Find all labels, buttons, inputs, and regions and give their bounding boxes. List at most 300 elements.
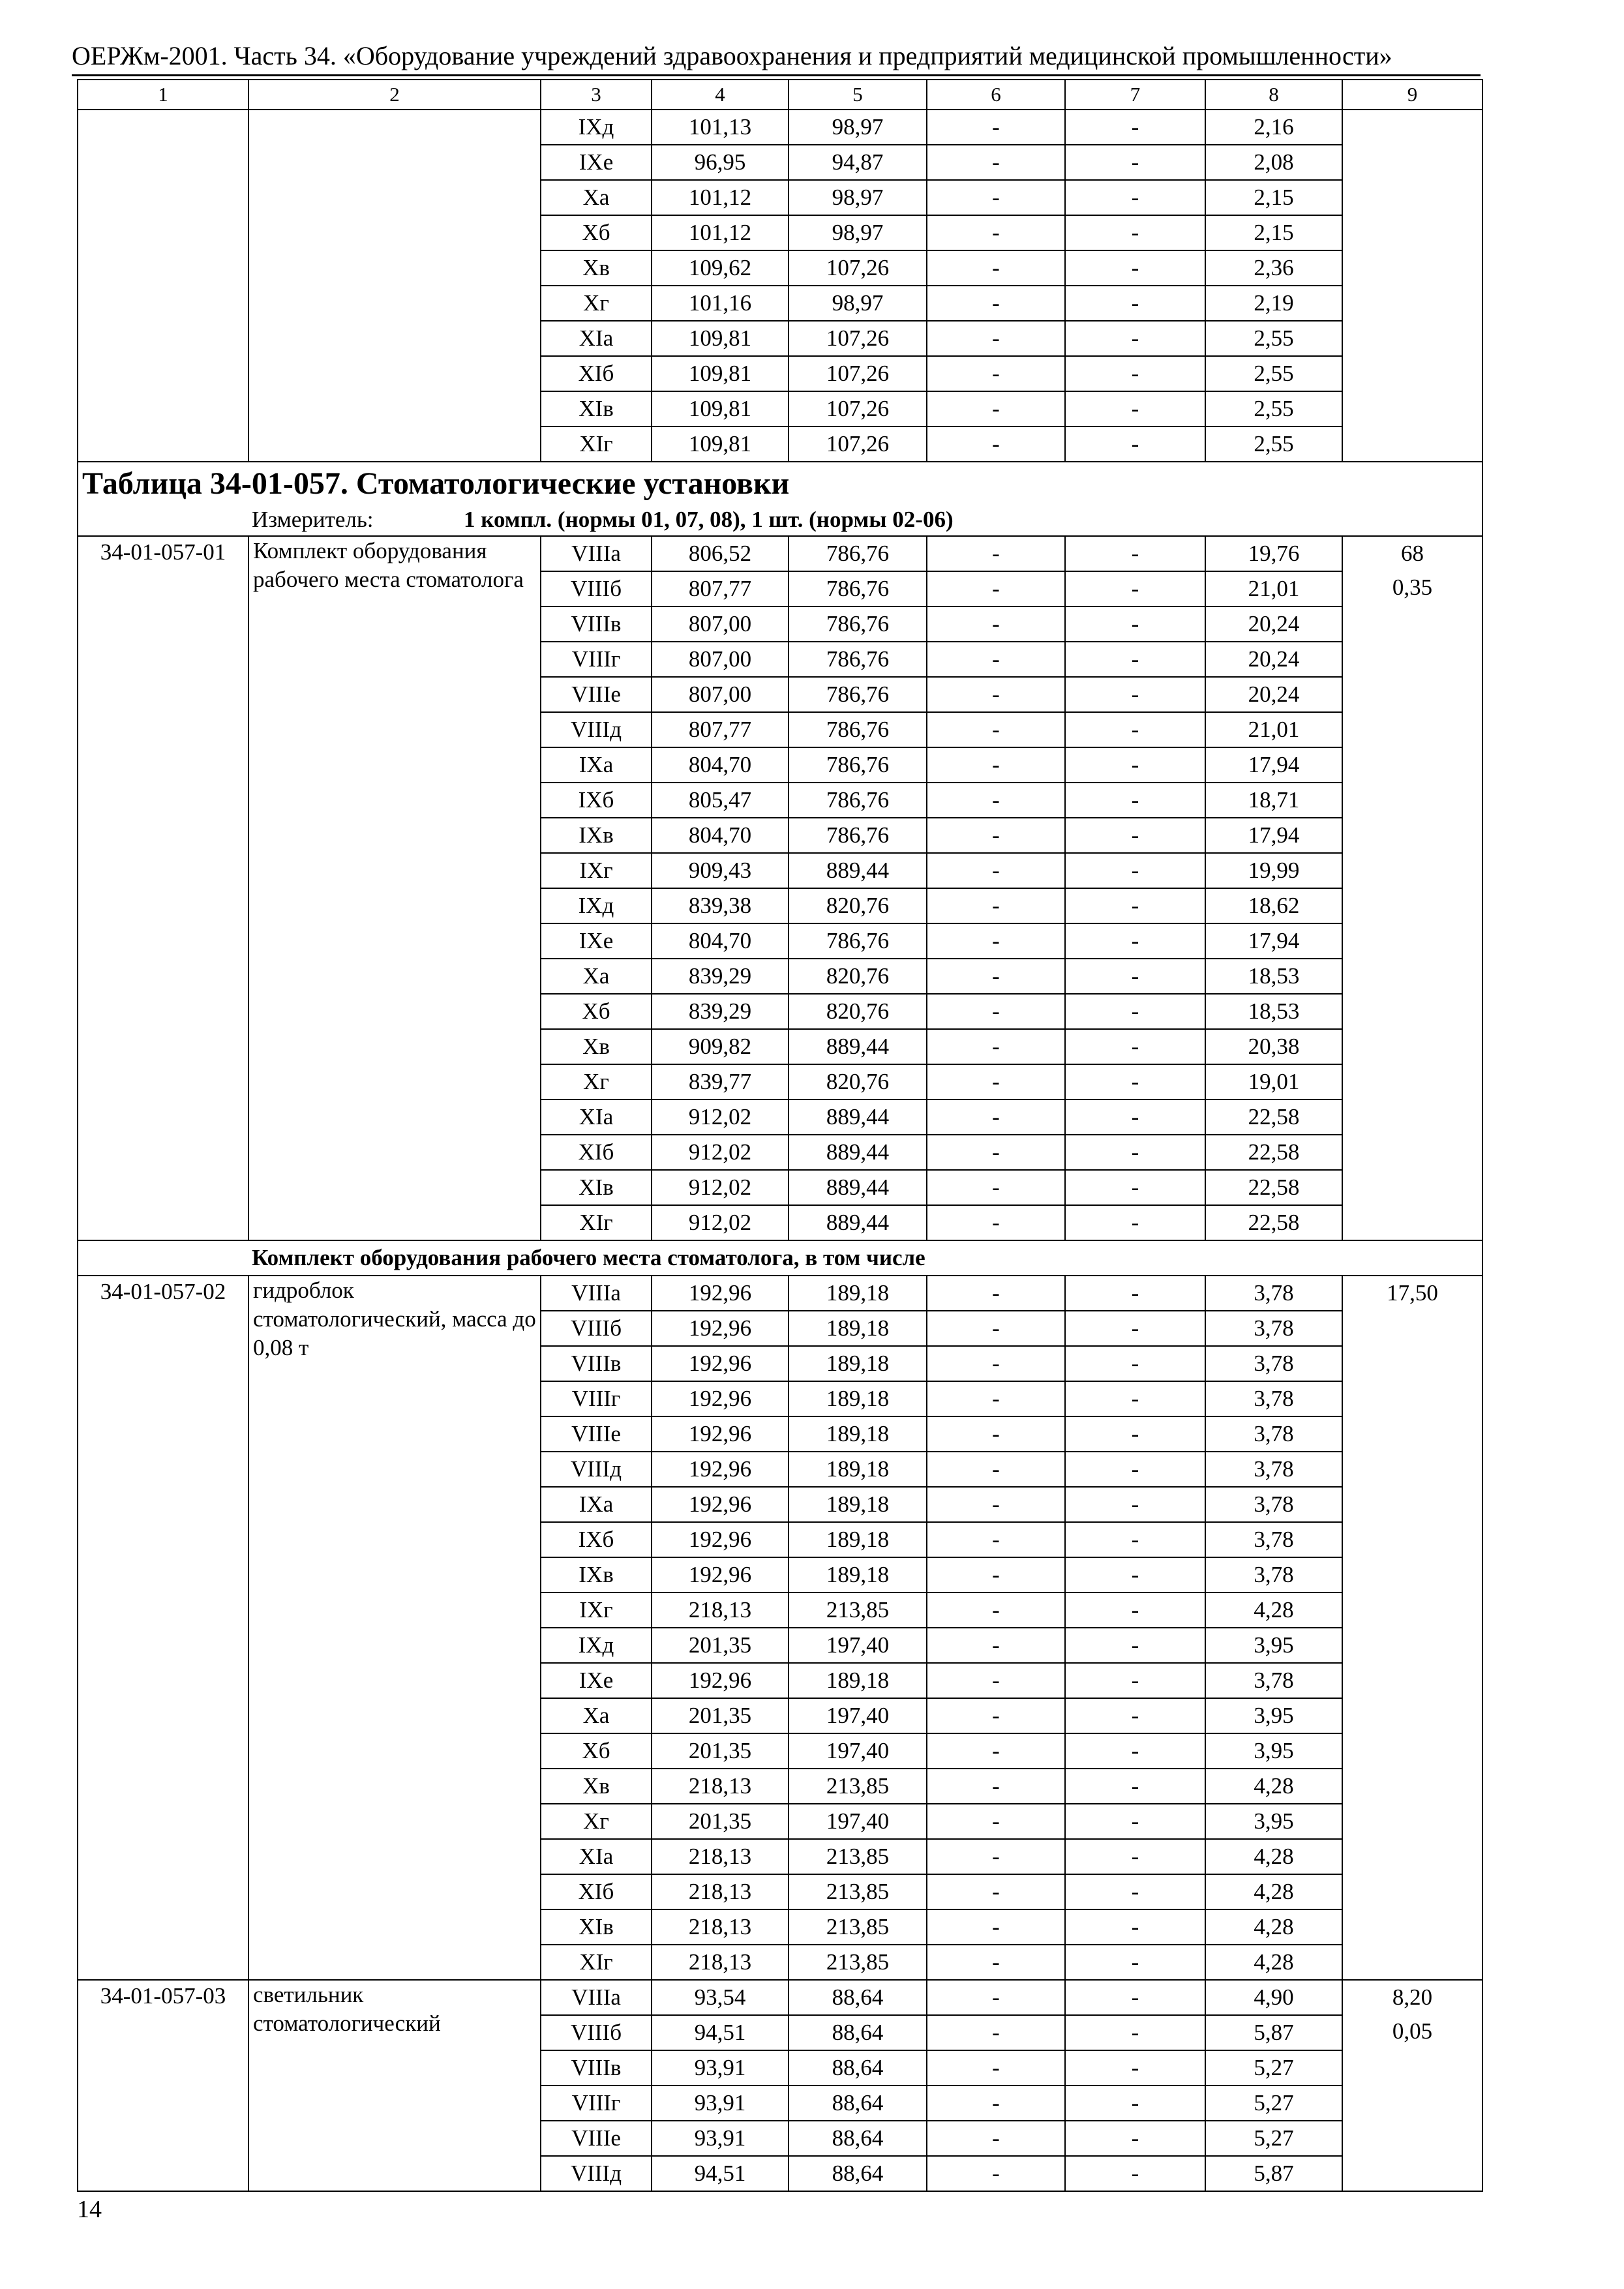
labor-cost-cell: 3,95 [1205,1628,1342,1663]
col6-cell: - [927,1628,1065,1663]
name-cell [248,110,541,462]
total-cost-cell: 192,96 [652,1381,789,1416]
col7-cell: - [1065,1909,1205,1945]
region-cell: IXа [541,747,652,783]
labor-cost-cell: 2,36 [1205,250,1342,286]
name-cell: гидроблок стоматологический, масса до 0,08 т [248,1276,541,1980]
subheading-cell [78,1240,1482,1276]
region-cell: Xг [541,1064,652,1100]
col6-cell: - [927,321,1065,356]
equipment-cost-cell: 213,85 [789,1593,927,1628]
total-cost-cell: 201,35 [652,1628,789,1663]
region-cell: IXа [541,1487,652,1522]
measure-line [82,505,1482,535]
running-header: ОЕРЖм-2001. Часть 34. «Оборудование учреждений здравоохранения и предприятий медицинской промышленности» [72,41,1392,70]
col7-cell: - [1065,1452,1205,1487]
col7-cell: - [1065,2121,1205,2156]
equipment-cost-cell: 197,40 [789,1628,927,1663]
col7-cell: - [1065,286,1205,321]
column-number-row [78,80,1482,110]
total-cost-cell: 93,91 [652,2050,789,2086]
region-cell: IXв [541,818,652,853]
labor-cost-cell: 2,55 [1205,391,1342,426]
labor-cost-cell: 20,38 [1205,1029,1342,1064]
total-cost-cell: 192,96 [652,1487,789,1522]
col7-cell: - [1065,1874,1205,1909]
labor-cost-cell: 19,01 [1205,1064,1342,1100]
col9-cell [1342,1276,1482,1980]
labor-cost-cell: 22,58 [1205,1170,1342,1205]
equipment-cost-cell: 786,76 [789,712,927,747]
col7-cell: - [1065,1733,1205,1769]
subheading: Комплект оборудования рабочего места стоматолога, в том числе [252,1245,925,1270]
col7-cell: - [1065,747,1205,783]
equipment-cost-cell: 189,18 [789,1311,927,1346]
equipment-cost-cell: 889,44 [789,1170,927,1205]
equipment-cost-cell: 889,44 [789,853,927,888]
header-rule [72,74,1481,76]
labor-cost-cell: 2,15 [1205,180,1342,215]
equipment-cost-cell: 786,76 [789,923,927,959]
code-cell: 34-01-057-01 [78,536,248,1240]
total-cost-cell: 912,02 [652,1170,789,1205]
region-cell: Xв [541,1769,652,1804]
labor-cost-cell: 4,28 [1205,1945,1342,1980]
labor-cost-cell: 2,55 [1205,426,1342,462]
col6-cell: - [927,1839,1065,1874]
col6-cell: - [927,1945,1065,1980]
col7-cell: - [1065,853,1205,888]
col7-cell: - [1065,1557,1205,1593]
equipment-cost-cell: 213,85 [789,1769,927,1804]
col7-cell: - [1065,2086,1205,2121]
region-cell: VIIIд [541,1452,652,1487]
col7-cell: - [1065,923,1205,959]
equipment-cost-cell: 88,64 [789,1980,927,2015]
region-cell: XIг [541,1945,652,1980]
region-cell: IXд [541,1628,652,1663]
total-cost-cell: 93,54 [652,1980,789,2015]
labor-cost-cell: 3,95 [1205,1733,1342,1769]
labor-cost-cell: 2,15 [1205,215,1342,250]
total-cost-cell: 218,13 [652,1909,789,1945]
equipment-cost-cell: 98,97 [789,286,927,321]
labor-cost-cell: 17,94 [1205,747,1342,783]
region-cell: VIIIа [541,1276,652,1311]
total-cost-cell: 807,00 [652,606,789,642]
col7-cell: - [1065,1346,1205,1381]
equipment-cost-cell: 189,18 [789,1522,927,1557]
region-cell: IXб [541,1522,652,1557]
total-cost-cell: 192,96 [652,1557,789,1593]
col7-cell: - [1065,677,1205,712]
col6-cell: - [927,1909,1065,1945]
col7-cell: - [1065,1029,1205,1064]
equipment-cost-cell: 786,76 [789,606,927,642]
region-cell: XIб [541,1135,652,1170]
labor-cost-cell: 2,16 [1205,110,1342,145]
col7-cell: - [1065,1804,1205,1839]
labor-cost-cell: 3,78 [1205,1487,1342,1522]
col6-cell: - [927,1135,1065,1170]
labor-cost-cell: 5,87 [1205,2015,1342,2050]
region-cell: VIIIа [541,536,652,571]
table-title-cell [78,462,1482,536]
col7-cell: - [1065,2015,1205,2050]
labor-cost-cell: 4,28 [1205,1769,1342,1804]
labor-cost-cell: 20,24 [1205,677,1342,712]
equipment-cost-cell: 786,76 [789,571,927,606]
col7-cell: - [1065,1100,1205,1135]
col7-cell: - [1065,959,1205,994]
equipment-cost-cell: 786,76 [789,747,927,783]
col7-cell: - [1065,888,1205,923]
total-cost-cell: 806,52 [652,536,789,571]
col6-cell: - [927,250,1065,286]
equipment-cost-cell: 189,18 [789,1276,927,1311]
total-cost-cell: 94,51 [652,2015,789,2050]
col6-cell: - [927,923,1065,959]
col9-value: 17,50 [1387,1280,1438,1306]
code-cell: 34-01-057-03 [78,1980,248,2191]
total-cost-cell: 804,70 [652,818,789,853]
col6-cell: - [927,571,1065,606]
equipment-cost-cell: 189,18 [789,1452,927,1487]
col7-cell: - [1065,1205,1205,1240]
col6-cell: - [927,180,1065,215]
col9-value: 0,35 [1392,575,1433,600]
equipment-cost-cell: 197,40 [789,1804,927,1839]
total-cost-cell: 805,47 [652,783,789,818]
equipment-cost-cell: 213,85 [789,1909,927,1945]
equipment-cost-cell: 107,26 [789,321,927,356]
col7-cell: - [1065,783,1205,818]
region-cell: IXе [541,145,652,180]
equipment-cost-cell: 786,76 [789,818,927,853]
equipment-cost-cell: 213,85 [789,1839,927,1874]
labor-cost-cell: 20,24 [1205,606,1342,642]
total-cost-cell: 218,13 [652,1593,789,1628]
labor-cost-cell: 22,58 [1205,1100,1342,1135]
labor-cost-cell: 22,58 [1205,1135,1342,1170]
region-cell: VIIIе [541,677,652,712]
labor-cost-cell: 21,01 [1205,571,1342,606]
col9-cell [1342,110,1482,462]
total-cost-cell: 807,77 [652,712,789,747]
col6-cell: - [927,853,1065,888]
equipment-cost-cell: 88,64 [789,2086,927,2121]
total-cost-cell: 101,16 [652,286,789,321]
measure-label: Измеритель: [252,507,374,532]
region-cell: IXе [541,923,652,959]
labor-cost-cell: 18,53 [1205,959,1342,994]
region-cell: VIIIв [541,1346,652,1381]
region-cell: Xб [541,1733,652,1769]
region-cell: IXд [541,110,652,145]
region-cell: Xа [541,180,652,215]
col6-cell: - [927,1663,1065,1698]
total-cost-cell: 807,00 [652,642,789,677]
col6-cell: - [927,1593,1065,1628]
equipment-cost-cell: 189,18 [789,1557,927,1593]
equipment-cost-cell: 88,64 [789,2156,927,2191]
total-cost-cell: 101,13 [652,110,789,145]
region-cell: IXб [541,783,652,818]
region-cell: XIа [541,321,652,356]
region-cell: XIб [541,356,652,391]
labor-cost-cell: 5,27 [1205,2121,1342,2156]
equipment-cost-cell: 107,26 [789,250,927,286]
total-cost-cell: 96,95 [652,145,789,180]
labor-cost-cell: 3,78 [1205,1522,1342,1557]
column-number: 4 [652,80,789,110]
total-cost-cell: 839,29 [652,959,789,994]
labor-cost-cell: 18,62 [1205,888,1342,923]
region-cell: XIг [541,1205,652,1240]
col7-cell: - [1065,250,1205,286]
equipment-cost-cell: 213,85 [789,1945,927,1980]
col6-cell: - [927,1769,1065,1804]
col6-cell: - [927,1733,1065,1769]
equipment-cost-cell: 98,97 [789,180,927,215]
region-cell: IXг [541,1593,652,1628]
col6-cell: - [927,1100,1065,1135]
labor-cost-cell: 18,71 [1205,783,1342,818]
col7-cell: - [1065,1945,1205,1980]
region-cell: XIв [541,1170,652,1205]
equipment-cost-cell: 88,64 [789,2050,927,2086]
region-cell: XIг [541,426,652,462]
equipment-cost-cell: 889,44 [789,1029,927,1064]
table-row [78,1276,1482,1311]
labor-cost-cell: 5,27 [1205,2050,1342,2086]
equipment-cost-cell: 189,18 [789,1381,927,1416]
col6-cell: - [927,1170,1065,1205]
labor-cost-cell: 18,53 [1205,994,1342,1029]
col6-cell: - [927,642,1065,677]
total-cost-cell: 218,13 [652,1769,789,1804]
total-cost-cell: 192,96 [652,1416,789,1452]
col6-cell: - [927,1064,1065,1100]
col7-cell: - [1065,1416,1205,1452]
region-cell: Xг [541,1804,652,1839]
total-cost-cell: 93,91 [652,2086,789,2121]
equipment-cost-cell: 88,64 [789,2015,927,2050]
col7-cell: - [1065,321,1205,356]
col7-cell: - [1065,1839,1205,1874]
col6-cell: - [927,1980,1065,2015]
region-cell: Xа [541,959,652,994]
region-cell: VIIIв [541,2050,652,2086]
labor-cost-cell: 3,78 [1205,1452,1342,1487]
col6-cell: - [927,1522,1065,1557]
col7-cell: - [1065,1769,1205,1804]
region-cell: VIIIб [541,571,652,606]
total-cost-cell: 192,96 [652,1663,789,1698]
total-cost-cell: 109,81 [652,321,789,356]
col7-cell: - [1065,356,1205,391]
total-cost-cell: 93,91 [652,2121,789,2156]
region-cell: VIIIг [541,642,652,677]
column-number: 9 [1342,80,1482,110]
col6-cell: - [927,783,1065,818]
col7-cell: - [1065,215,1205,250]
labor-cost-cell: 17,94 [1205,923,1342,959]
labor-cost-cell: 19,76 [1205,536,1342,571]
equipment-cost-cell: 786,76 [789,642,927,677]
equipment-cost-cell: 213,85 [789,1874,927,1909]
total-cost-cell: 101,12 [652,215,789,250]
col7-cell: - [1065,1628,1205,1663]
equipment-cost-cell: 107,26 [789,356,927,391]
region-cell: IXд [541,888,652,923]
total-cost-cell: 192,96 [652,1276,789,1311]
total-cost-cell: 109,81 [652,391,789,426]
col7-cell: - [1065,1593,1205,1628]
total-cost-cell: 218,13 [652,1874,789,1909]
total-cost-cell: 109,62 [652,250,789,286]
equipment-cost-cell: 88,64 [789,2121,927,2156]
col6-cell: - [927,994,1065,1029]
total-cost-cell: 201,35 [652,1733,789,1769]
col7-cell: - [1065,1170,1205,1205]
col6-cell: - [927,1452,1065,1487]
col6-cell: - [927,536,1065,571]
equipment-cost-cell: 98,97 [789,110,927,145]
total-cost-cell: 109,81 [652,356,789,391]
equipment-cost-cell: 98,97 [789,215,927,250]
col6-cell: - [927,606,1065,642]
equipment-cost-cell: 786,76 [789,677,927,712]
region-cell: IXг [541,853,652,888]
col7-cell: - [1065,426,1205,462]
region-cell: VIIIб [541,2015,652,2050]
col6-cell: - [927,1311,1065,1346]
labor-cost-cell: 3,78 [1205,1381,1342,1416]
total-cost-cell: 804,70 [652,923,789,959]
col6-cell: - [927,2156,1065,2191]
table-row [78,536,1482,571]
labor-cost-cell: 21,01 [1205,712,1342,747]
total-cost-cell: 201,35 [652,1698,789,1733]
labor-cost-cell: 3,78 [1205,1416,1342,1452]
region-cell: VIIIб [541,1311,652,1346]
col7-cell: - [1065,1381,1205,1416]
total-cost-cell: 807,00 [652,677,789,712]
labor-cost-cell: 4,28 [1205,1839,1342,1874]
region-cell: Xб [541,215,652,250]
col7-cell: - [1065,391,1205,426]
col9-value: 68 [1401,541,1424,566]
column-number: 7 [1065,80,1205,110]
col6-cell: - [927,286,1065,321]
equipment-cost-cell: 107,26 [789,426,927,462]
region-cell: VIIIе [541,1416,652,1452]
col7-cell: - [1065,2156,1205,2191]
col6-cell: - [927,2121,1065,2156]
region-cell: XIв [541,1909,652,1945]
col9-value: 0,05 [1392,2018,1433,2044]
labor-cost-cell: 2,19 [1205,286,1342,321]
labor-cost-cell: 4,28 [1205,1874,1342,1909]
code-cell [78,110,248,462]
equipment-cost-cell: 197,40 [789,1733,927,1769]
subheading-row [78,1240,1482,1276]
equipment-cost-cell: 197,40 [789,1698,927,1733]
table-title: Таблица 34-01-057. Стоматологические установки [82,466,790,501]
equipment-cost-cell: 189,18 [789,1663,927,1698]
col7-cell: - [1065,606,1205,642]
total-cost-cell: 201,35 [652,1804,789,1839]
total-cost-cell: 839,29 [652,994,789,1029]
total-cost-cell: 912,02 [652,1100,789,1135]
name-cell: Комплект оборудования рабочего места стоматолога [248,536,541,1240]
total-cost-cell: 94,51 [652,2156,789,2191]
col7-cell: - [1065,1064,1205,1100]
total-cost-cell: 192,96 [652,1346,789,1381]
labor-cost-cell: 2,55 [1205,321,1342,356]
region-cell: Xг [541,286,652,321]
total-cost-cell: 807,77 [652,571,789,606]
col7-cell: - [1065,1522,1205,1557]
total-cost-cell: 192,96 [652,1452,789,1487]
labor-cost-cell: 4,28 [1205,1909,1342,1945]
equipment-cost-cell: 189,18 [789,1346,927,1381]
col7-cell: - [1065,110,1205,145]
equipment-cost-cell: 189,18 [789,1487,927,1522]
code-cell: 34-01-057-02 [78,1276,248,1980]
col6-cell: - [927,1557,1065,1593]
total-cost-cell: 109,81 [652,426,789,462]
norms-table [77,79,1483,2192]
col6-cell: - [927,1381,1065,1416]
col7-cell: - [1065,571,1205,606]
col7-cell: - [1065,1663,1205,1698]
total-cost-cell: 912,02 [652,1135,789,1170]
col7-cell: - [1065,536,1205,571]
region-cell: Xв [541,250,652,286]
labor-cost-cell: 3,78 [1205,1311,1342,1346]
equipment-cost-cell: 94,87 [789,145,927,180]
col7-cell: - [1065,145,1205,180]
column-number: 5 [789,80,927,110]
labor-cost-cell: 3,95 [1205,1698,1342,1733]
total-cost-cell: 909,43 [652,853,789,888]
total-cost-cell: 218,13 [652,1945,789,1980]
col7-cell: - [1065,2050,1205,2086]
total-cost-cell: 101,12 [652,180,789,215]
col6-cell: - [927,1205,1065,1240]
region-cell: VIIIв [541,606,652,642]
col7-cell: - [1065,1487,1205,1522]
total-cost-cell: 839,77 [652,1064,789,1100]
labor-cost-cell: 3,95 [1205,1804,1342,1839]
col6-cell: - [927,1416,1065,1452]
col6-cell: - [927,1487,1065,1522]
col9-cell [1342,536,1482,1240]
name-cell: светильник стоматологический [248,1980,541,2191]
equipment-cost-cell: 820,76 [789,994,927,1029]
labor-cost-cell: 5,27 [1205,2086,1342,2121]
measure-value: 1 компл. (нормы 01, 07, 08), 1 шт. (нормы 02-06) [464,507,954,532]
col6-cell: - [927,426,1065,462]
col6-cell: - [927,818,1065,853]
labor-cost-cell: 2,55 [1205,356,1342,391]
col6-cell: - [927,215,1065,250]
labor-cost-cell: 20,24 [1205,642,1342,677]
region-cell: VIIIг [541,2086,652,2121]
col6-cell: - [927,712,1065,747]
